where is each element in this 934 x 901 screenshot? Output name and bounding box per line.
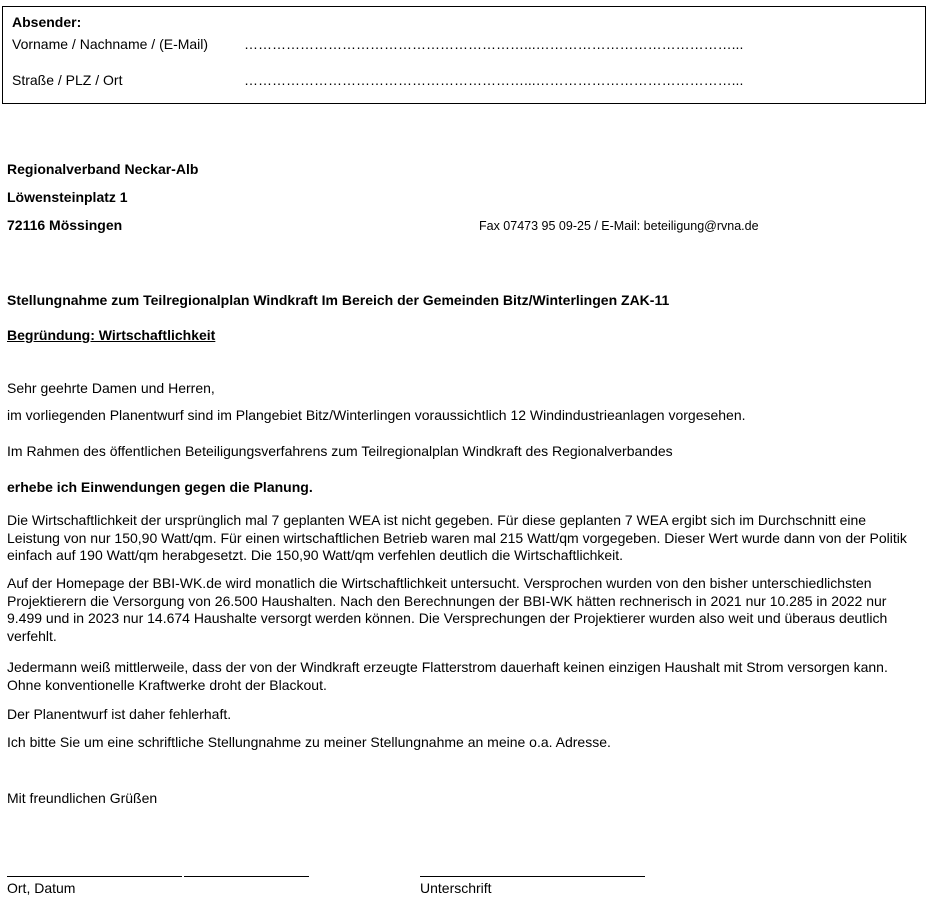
letter-closing: Mit freundlichen Grüßen: [7, 790, 158, 806]
letter-reason: Begründung: Wirtschaftlichkeit: [7, 327, 216, 343]
sender-name-field[interactable]: ……………………………………………………...……………………………………...: [244, 36, 744, 52]
recipient-contact: Fax 07473 95 09-25 / E-Mail: beteiligung@rvna.de: [479, 219, 759, 233]
sender-heading: Absender:: [12, 14, 82, 30]
date-line-segment: [184, 876, 309, 877]
letter-paragraph-1: Die Wirtschaftlichkeit der ursprünglich mal 7 geplanten WEA ist nicht gegeben. Für diese geplanten 7 WEA ergibt sich im Durchschnitt eine Leistung von nur 150,90 Watt/qm. Für einen wirtschaftlichen Betrieb waren mal 215 Watt/qm vorgegeben. Dieser Wert wurde dann von der Politik einfach auf 190 Watt/qm herabgesetzt. Die 150,90 Watt/qm verfehlen deutlich die Wirtschaftlichkeit.: [7, 512, 907, 563]
signature-line: [420, 876, 645, 877]
recipient-org: Regionalverband Neckar-Alb: [7, 161, 199, 177]
place-date-label: Ort, Datum: [7, 880, 76, 896]
letter-context: Im Rahmen des öffentlichen Beteiligungsverfahrens zum Teilregionalplan Windkraft des Regionalverbandes: [7, 443, 673, 459]
letter-paragraph-4: Der Planentwurf ist daher fehlerhaft.: [7, 706, 232, 722]
letter-paragraph-3: Jedermann weiß mittlerweile, dass der von der Windkraft erzeugte Flatterstrom dauerhaft keinen einzigen Haushalt mit Strom versorgen kann. Ohne konventionelle Kraftwerke droht der Blackout.: [7, 659, 888, 693]
signature-label: Unterschrift: [420, 880, 492, 896]
letter-paragraph-2: Auf der Homepage der BBI-WK.de wird monatlich die Wirtschaftlichkeit untersucht. Versprochen wurden von den bisher unterschiedlichsten Projektierern die Versorgung von 26.500 Haushalten. Nach den Berechnungen der BBI-WK hätten rechnerisch in 2021 nur 10.285 in 2022 nur 9.499 und in 2023 nur 14.674 Haushalte versorgt werden können. Die Versprechungen der Projektierer wurden also weit und überaus deutlich verfehlt.: [7, 575, 888, 644]
letter-paragraph-5: Ich bitte Sie um eine schriftliche Stellungnahme zu meiner Stellungnahme an meine o.a. Adresse.: [7, 734, 611, 750]
recipient-street: Löwensteinplatz 1: [7, 189, 128, 205]
place-line-segment: [7, 876, 182, 877]
recipient-city: 72116 Mössingen: [7, 217, 123, 233]
letter-salutation: Sehr geehrte Damen und Herren,: [7, 380, 215, 396]
sender-address-label: Straße / PLZ / Ort: [12, 72, 123, 88]
sender-box: [2, 6, 926, 104]
sender-address-field[interactable]: ……………………………………………………...……………………………………...: [244, 72, 744, 88]
sender-name-label: Vorname / Nachname / (E-Mail): [12, 36, 209, 52]
letter-objection: erhebe ich Einwendungen gegen die Planung.: [7, 479, 313, 495]
letter-intro: im vorliegenden Planentwurf sind im Plangebiet Bitz/Winterlingen voraussichtlich 12 Windindustrieanlagen vorgesehen.: [7, 407, 746, 423]
letter-subject: Stellungnahme zum Teilregionalplan Windkraft Im Bereich der Gemeinden Bitz/Winterlingen ZAK-11: [7, 292, 670, 308]
